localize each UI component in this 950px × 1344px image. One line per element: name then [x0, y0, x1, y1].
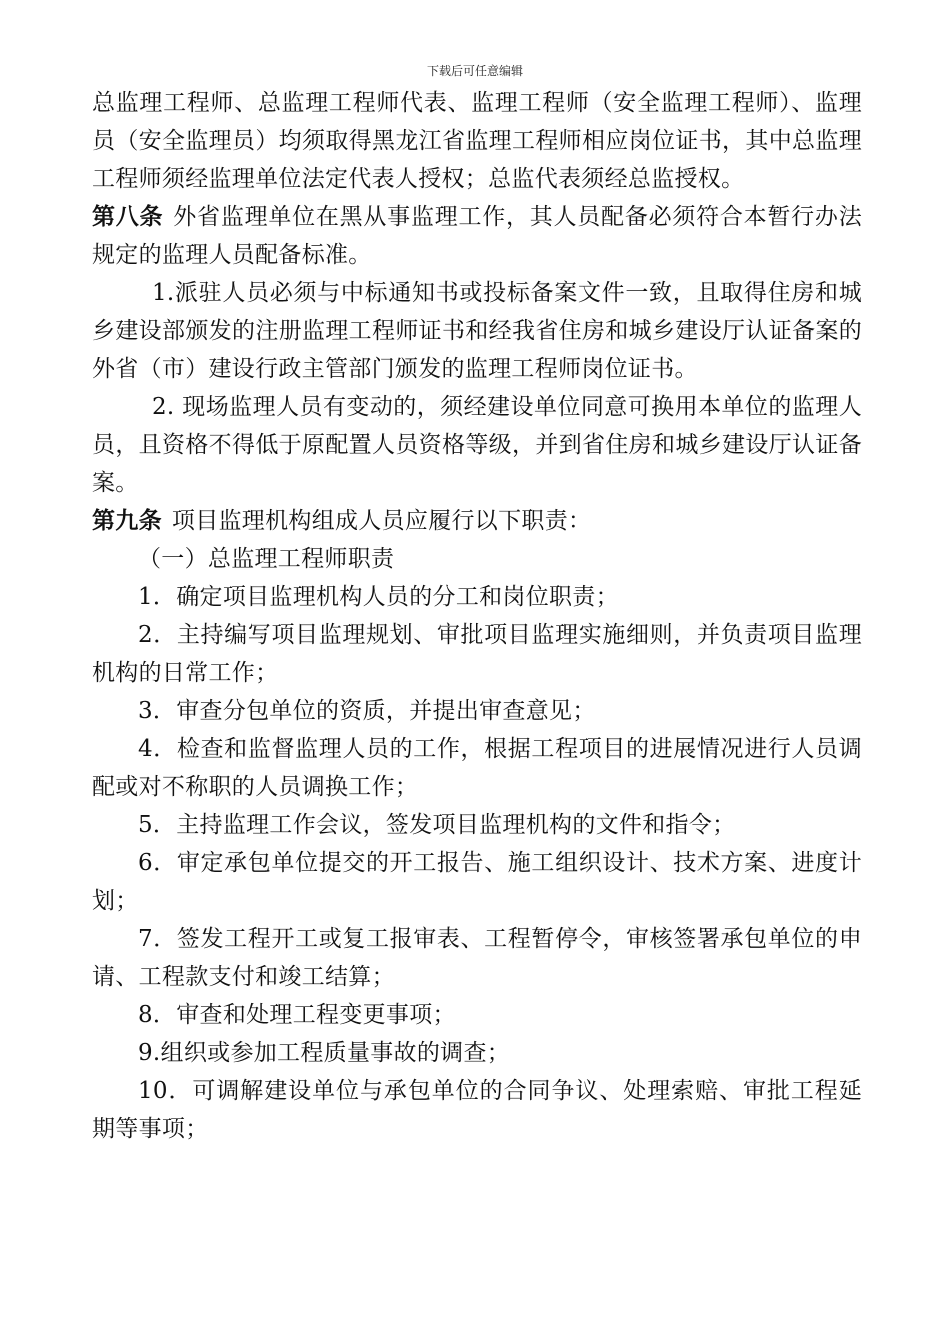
article-8-heading: 第八条	[92, 204, 164, 230]
page-header: 下载后可任意编辑	[426, 64, 523, 78]
duty-item: 9.组织或参加工程质量事故的调查；	[138, 1040, 511, 1066]
document-body	[92, 84, 862, 1148]
article-8	[92, 198, 862, 274]
article-8-text: 外省监理单位在黑从事监理工作，其人员配备必须符合本暂行办法规定的监理人员配备标准。	[92, 204, 862, 268]
section-chief-duties-heading: （一）总监理工程师职责	[138, 546, 395, 572]
paragraph-qualifications: 总监理工程师、总监理工程师代表、监理工程师（安全监理工程师）、监理员（安全监理员）均须取得黑龙江省监理工程师相应岗位证书，其中总监理工程师须经监理单位法定代表人授权；总监代表须经总监授权。	[92, 90, 862, 192]
duty-item: 3．审查分包单位的资质，并提出审查意见；	[138, 698, 596, 724]
article-9	[92, 502, 862, 540]
article-8-item-1: 1.派驻人员必须与中标通知书或投标备案文件一致，且取得住房和城乡建设部颁发的注册监理工程师证书和经我省住房和城乡建设厅认证备案的外省（市）建设行政主管部门颁发的监理工程师岗位证书。	[92, 280, 862, 382]
duty-item: 6．审定承包单位提交的开工报告、施工组织设计、技术方案、进度计划；	[92, 850, 862, 914]
duty-item: 2．主持编写项目监理规划、审批项目监理实施细则，并负责项目监理机构的日常工作；	[92, 622, 862, 686]
article-9-text: 项目监理机构组成人员应履行以下职责：	[171, 508, 592, 534]
duty-item: 4．检查和监督监理人员的工作，根据工程项目的进展情况进行人员调配或对不称职的人员调换工作；	[92, 736, 862, 800]
duty-item: 7．签发工程开工或复工报审表、工程暂停令，审核签署承包单位的申请、工程款支付和竣工结算；	[92, 926, 862, 990]
duty-item: 8．审查和处理工程变更事项；	[138, 1002, 456, 1028]
duty-item: 10．可调解建设单位与承包单位的合同争议、处理索赔、审批工程延期等事项；	[92, 1078, 862, 1142]
article-8-item-2: 2. 现场监理人员有变动的，须经建设单位同意可换用本单位的监理人员，且资格不得低于原配置人员资格等级，并到省住房和城乡建设厅认证备案。	[92, 394, 862, 496]
duty-item: 1．确定项目监理机构人员的分工和岗位职责；	[138, 584, 619, 610]
duty-item: 5．主持监理工作会议，签发项目监理机构的文件和指令；	[138, 812, 736, 838]
article-9-heading: 第九条	[92, 508, 162, 534]
